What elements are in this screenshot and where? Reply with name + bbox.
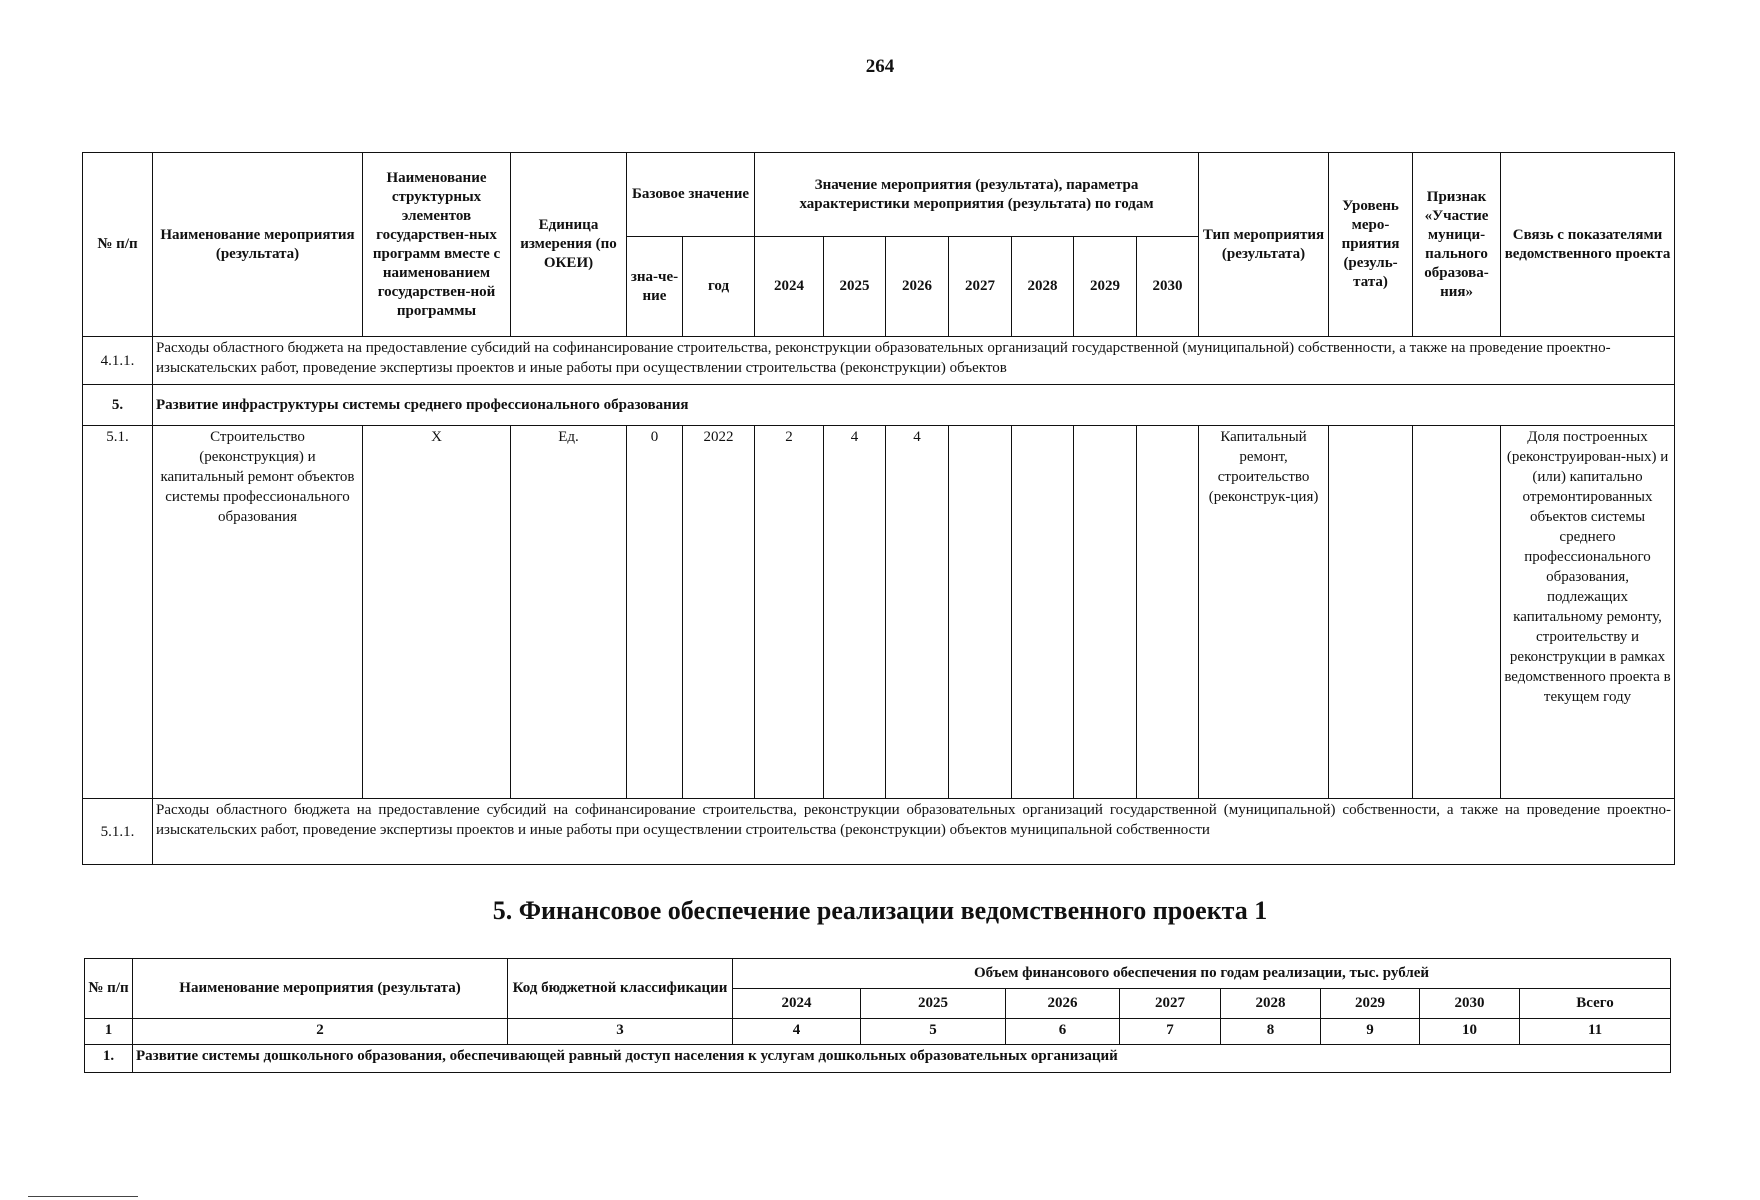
row-text: Расходы областного бюджета на предоставление субсидий на софинансирование строительства, реконструкции образовательных организаций государственной (муниципальной) собственности, а также на проведение проектно-изыскательских работ, проведение экспертизы проектов и иные работы при осуществлении строительства (реконструкции) объектов муниципальной собственности — [153, 799, 1675, 865]
fin-header-group: Объем финансового обеспечения по годам реализации, тыс. рублей — [733, 959, 1671, 989]
header-base: Базовое значение — [627, 153, 755, 237]
fin-header-year: 2027 — [1120, 989, 1221, 1019]
row-text: Развитие системы дошкольного образования, обеспечивающей равный доступ населения к услугам дошкольных образовательных организаций — [133, 1045, 1671, 1073]
header-year: 2029 — [1074, 237, 1137, 337]
fin-header-name: Наименование мероприятия (результата) — [133, 959, 508, 1019]
row-num: 1. — [85, 1045, 133, 1073]
fin-row-1 — [85, 1045, 1671, 1073]
fin-header-year: 2026 — [1006, 989, 1120, 1019]
row-num: 5.1.1. — [83, 799, 153, 865]
row-5 — [83, 385, 1675, 426]
column-number-row — [85, 1019, 1671, 1045]
column-number: 7 — [1120, 1019, 1221, 1045]
row-text: Развитие инфраструктуры системы среднего профессионального образования — [153, 385, 1675, 426]
municipal-flag — [1413, 426, 1501, 799]
header-years-group: Значение мероприятия (результата), параметра характеристики мероприятия (результата) по годам — [755, 153, 1199, 237]
year-value: 4 — [824, 426, 886, 799]
column-number: 11 — [1520, 1019, 1671, 1045]
row-num: 5. — [83, 385, 153, 426]
page-number: 264 — [865, 56, 895, 77]
year-value: 4 — [886, 426, 949, 799]
activities-table — [82, 152, 1675, 865]
header-base-value: зна-че-ние — [627, 237, 683, 337]
column-number: 8 — [1221, 1019, 1321, 1045]
column-number: 10 — [1420, 1019, 1520, 1045]
column-number: 6 — [1006, 1019, 1120, 1045]
fin-header-year: 2030 — [1420, 989, 1520, 1019]
header-year: 2030 — [1137, 237, 1199, 337]
column-number: 5 — [861, 1019, 1006, 1045]
fin-header-year: 2029 — [1321, 989, 1420, 1019]
header-link: Связь с показателями ведомственного проекта — [1501, 153, 1675, 337]
year-value — [1012, 426, 1074, 799]
header-year: 2024 — [755, 237, 824, 337]
base-year: 2022 — [683, 426, 755, 799]
fin-header-total: Всего — [1520, 989, 1671, 1019]
header-year: 2026 — [886, 237, 949, 337]
header-type: Тип мероприятия (результата) — [1199, 153, 1329, 337]
row-4-1-1 — [83, 337, 1675, 385]
header-name: Наименование мероприятия (результата) — [153, 153, 363, 337]
row-num: 5.1. — [83, 426, 153, 799]
row-5-1 — [83, 426, 1675, 799]
fin-header-code: Код бюджетной классификации — [508, 959, 733, 1019]
header-level: Уровень меро-приятия (резуль-тата) — [1329, 153, 1413, 337]
column-number: 1 — [85, 1019, 133, 1045]
indicator-link: Доля построенных (реконструирован-ных) и (или) капитально отремонтированных объектов системы среднего профессионального образования, подлежащих капитальному ремонту, строительству и реконструкции в рамках ведомственного проекта в текущем году — [1501, 426, 1675, 799]
unit: Ед. — [511, 426, 627, 799]
header-flag: Признак «Участие муници-пального образова-ния» — [1413, 153, 1501, 337]
activity-name: Строительство (реконструкция) и капитальный ремонт объектов системы профессионального образования — [153, 426, 363, 799]
fin-header-num: № п/п — [85, 959, 133, 1019]
column-number: 9 — [1321, 1019, 1420, 1045]
header-year: 2025 — [824, 237, 886, 337]
header-year: 2027 — [949, 237, 1012, 337]
row-5-1-1 — [83, 799, 1675, 865]
fin-header-year: 2024 — [733, 989, 861, 1019]
column-number: 4 — [733, 1019, 861, 1045]
activity-level — [1329, 426, 1413, 799]
header-num: № п/п — [83, 153, 153, 337]
base-value: 0 — [627, 426, 683, 799]
column-number: 3 — [508, 1019, 733, 1045]
year-value — [1137, 426, 1199, 799]
row-num: 4.1.1. — [83, 337, 153, 385]
section-title: 5. Финансовое обеспечение реализации ведомственного проекта 1 — [492, 896, 1268, 925]
fin-header-year: 2028 — [1221, 989, 1321, 1019]
header-unit: Единица измерения (по ОКЕИ) — [511, 153, 627, 337]
activity-type: Капитальный ремонт, строительство (реконструк-ция) — [1199, 426, 1329, 799]
fin-header-year: 2025 — [861, 989, 1006, 1019]
row-text: Расходы областного бюджета на предоставление субсидий на софинансирование строительства, реконструкции образовательных организаций государственной (муниципальной) собственности, а также на проведение проектно-изыскательских работ, проведение экспертизы проектов и иные работы при осуществлении строительства (реконструкции) объектов — [153, 337, 1675, 385]
header-struct: Наименование структурных элементов государствен-ных программ вместе с наименованием государствен-ной программы — [363, 153, 511, 337]
bottom-rule — [28, 1196, 138, 1197]
year-value: 2 — [755, 426, 824, 799]
year-value — [949, 426, 1012, 799]
column-number: 2 — [133, 1019, 508, 1045]
financing-table — [84, 958, 1671, 1073]
header-base-year: год — [683, 237, 755, 337]
struct-element: Х — [363, 426, 511, 799]
year-value — [1074, 426, 1137, 799]
header-year: 2028 — [1012, 237, 1074, 337]
